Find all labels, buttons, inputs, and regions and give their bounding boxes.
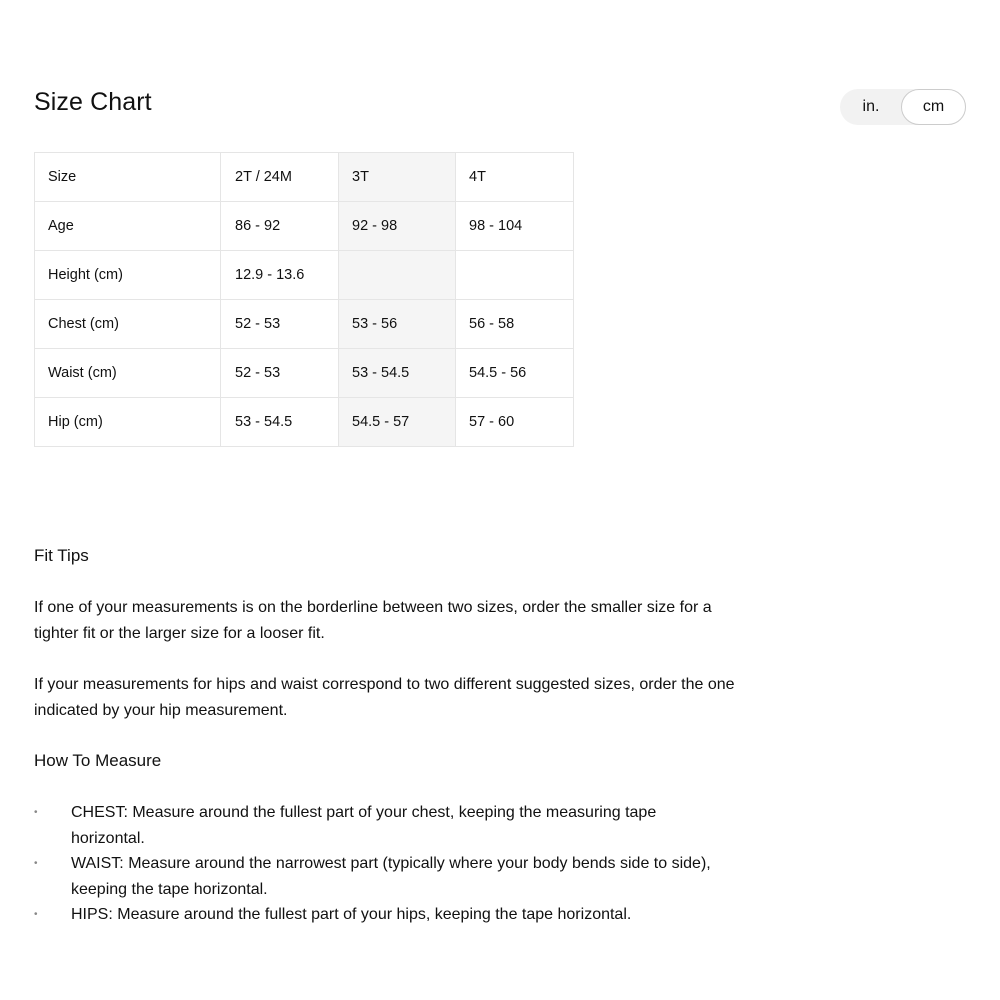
list-item-text: HIPS: Measure around the fullest part of your hips, keeping the tape horizontal. (71, 906, 632, 923)
table-row (35, 251, 574, 300)
table-cell: 53 - 54.5 (221, 398, 339, 447)
table-cell: 54.5 - 56 (456, 349, 574, 398)
table-cell: 86 - 92 (221, 202, 339, 251)
bullet-icon: • (34, 909, 38, 920)
table-cell: 52 - 53 (221, 349, 339, 398)
measure-list (34, 800, 734, 928)
table-cell: 52 - 53 (221, 300, 339, 349)
table-cell: 57 - 60 (456, 398, 574, 447)
row-label: Hip (cm) (35, 398, 221, 447)
list-item (34, 902, 734, 928)
table-cell: 56 - 58 (456, 300, 574, 349)
row-label: Waist (cm) (35, 349, 221, 398)
unit-toggle (840, 89, 966, 125)
column-header: Size (35, 153, 221, 202)
row-label: Height (cm) (35, 251, 221, 300)
table-cell: 98 - 104 (456, 202, 574, 251)
row-label: Chest (cm) (35, 300, 221, 349)
bullet-icon: • (34, 858, 38, 869)
bullet-icon: • (34, 807, 38, 818)
unit-inches-button[interactable]: in. (862, 98, 880, 115)
column-header: 2T / 24M (221, 153, 339, 202)
table-cell (339, 251, 456, 300)
row-label: Age (35, 202, 221, 251)
size-table (34, 152, 574, 447)
fit-tip-paragraph: If one of your measurements is on the borderline between two sizes, order the smaller size for a tighter fit or the larger size for a looser fit. (34, 599, 712, 642)
column-header: 4T (456, 153, 574, 202)
fit-tip-paragraph: If your measurements for hips and waist correspond to two different suggested sizes, order the one indicated by your hip measurement. (34, 676, 735, 719)
table-cell: 53 - 56 (339, 300, 456, 349)
table-cell: 53 - 54.5 (339, 349, 456, 398)
table-row (35, 300, 574, 349)
column-header: 3T (339, 153, 456, 202)
table-cell: 92 - 98 (339, 202, 456, 251)
fit-tips-heading: Fit Tips (34, 546, 89, 565)
table-row (35, 398, 574, 447)
list-item-text: WAIST: Measure around the narrowest part (typically where your body bends side to side), keeping the tape horizontal. (71, 855, 711, 898)
table-row (35, 349, 574, 398)
table-cell: 54.5 - 57 (339, 398, 456, 447)
how-to-measure-heading: How To Measure (34, 751, 162, 770)
list-item-text: CHEST: Measure around the fullest part of your chest, keeping the measuring tape horizontal. (71, 804, 657, 847)
table-cell: 12.9 - 13.6 (221, 251, 339, 300)
table-header-row (35, 153, 574, 202)
list-item (34, 851, 734, 902)
table-cell (456, 251, 574, 300)
unit-cm-button[interactable]: cm (901, 89, 966, 125)
page-title: Size Chart (34, 88, 152, 116)
list-item (34, 800, 734, 851)
table-row (35, 202, 574, 251)
